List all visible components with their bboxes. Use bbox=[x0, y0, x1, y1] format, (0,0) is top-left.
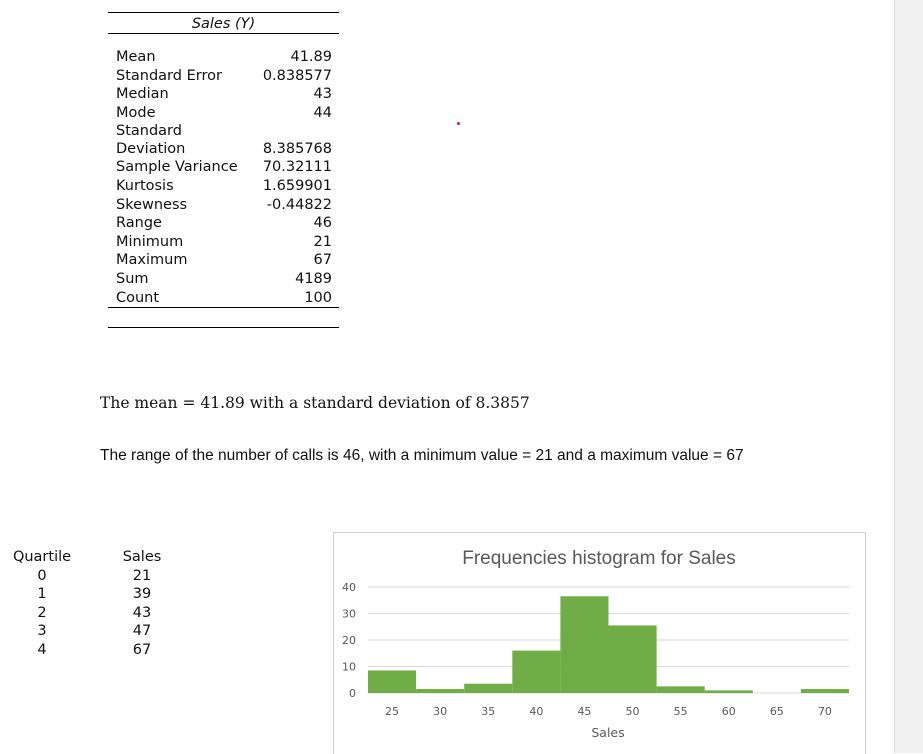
stats-label: Count bbox=[116, 289, 160, 306]
x-axis-label: Sales bbox=[591, 725, 625, 740]
stats-value: 41.89 bbox=[290, 49, 332, 65]
stats-row bbox=[108, 233, 339, 252]
stats-value: 1.659901 bbox=[262, 177, 332, 194]
quartile-sales-value: 39 bbox=[132, 586, 152, 603]
x-tick-label: 45 bbox=[577, 705, 592, 718]
stats-row bbox=[108, 251, 339, 270]
x-tick-label: 65 bbox=[769, 705, 784, 718]
vertical-scrollbar[interactable] bbox=[894, 0, 923, 753]
quartile-sales-value: 21 bbox=[132, 567, 152, 584]
stats-row bbox=[108, 177, 339, 196]
stats-label: Kurtosis bbox=[116, 177, 174, 194]
x-tick-label: 60 bbox=[721, 705, 736, 718]
stats-row bbox=[108, 122, 339, 158]
x-tick-label: 50 bbox=[625, 705, 640, 718]
histogram-bar[interactable] bbox=[560, 596, 608, 693]
histogram-bar[interactable] bbox=[368, 670, 416, 693]
quartile-header: Quartile bbox=[12, 549, 72, 565]
stats-row bbox=[108, 196, 339, 215]
y-tick-label: 0 bbox=[349, 687, 356, 700]
stats-label: Maximum bbox=[116, 252, 188, 269]
x-tick-label: 40 bbox=[529, 705, 544, 718]
histogram-bar[interactable] bbox=[464, 684, 512, 693]
histogram-bar[interactable] bbox=[705, 690, 753, 693]
x-tick-label: 55 bbox=[673, 705, 688, 718]
stats-value: 43 bbox=[313, 86, 332, 103]
stats-label: Mode bbox=[116, 104, 156, 121]
stats-row bbox=[108, 214, 339, 233]
y-tick-label: 30 bbox=[342, 607, 356, 621]
stats-row bbox=[108, 48, 339, 67]
chart-title: Frequencies histogram for Sales bbox=[462, 548, 736, 569]
stats-value: 4189 bbox=[295, 270, 332, 287]
histogram-bar[interactable] bbox=[609, 625, 657, 693]
range-sentence: The range of the number of calls is 46, with a minimum value = 21 and a maximum value = 67 bbox=[100, 447, 744, 464]
sales-header: Sales bbox=[122, 549, 162, 565]
x-tick-label: 70 bbox=[817, 705, 832, 718]
stats-label: Median bbox=[116, 86, 169, 103]
stats-label: Range bbox=[116, 215, 162, 232]
stats-label: Sum bbox=[116, 270, 149, 287]
histogram-svg bbox=[334, 533, 865, 754]
stats-header: Sales (Y) bbox=[108, 12, 339, 34]
y-tick-label: 40 bbox=[342, 581, 356, 594]
descriptive-stats-table bbox=[108, 12, 339, 328]
stats-value: 46 bbox=[313, 215, 332, 232]
stats-label: Sample Variance bbox=[116, 159, 238, 176]
stats-value: 21 bbox=[313, 233, 332, 250]
quartile-value: 4 bbox=[37, 641, 47, 658]
x-tick-label: 25 bbox=[385, 705, 400, 718]
histogram-bar[interactable] bbox=[801, 689, 849, 693]
mean-sentence: The mean = 41.89 with a standard deviation of 8.3857 bbox=[100, 394, 530, 412]
stats-value: 8.385768 bbox=[262, 141, 332, 158]
stats-row bbox=[108, 67, 339, 86]
stats-value: 67 bbox=[313, 252, 332, 269]
histogram-bar[interactable] bbox=[657, 686, 705, 693]
stats-value: 44 bbox=[313, 104, 332, 121]
quartile-sales-value: 47 bbox=[132, 623, 152, 640]
red-dot-marker bbox=[457, 122, 460, 125]
stats-row bbox=[108, 158, 339, 177]
y-tick-label: 10 bbox=[342, 660, 356, 674]
stats-value: 70.32111 bbox=[262, 159, 332, 176]
stats-row bbox=[108, 85, 339, 104]
stats-bottom-rule bbox=[108, 308, 339, 328]
stats-value: 0.838577 bbox=[262, 67, 332, 84]
stats-row bbox=[108, 104, 339, 123]
quartile-value: 3 bbox=[37, 623, 47, 640]
histogram-bar[interactable] bbox=[416, 689, 464, 693]
y-tick-label: 20 bbox=[342, 634, 356, 647]
stats-row bbox=[108, 289, 339, 309]
stats-label: Minimum bbox=[116, 233, 184, 250]
stats-value: 100 bbox=[304, 289, 332, 306]
stats-value: -0.44822 bbox=[266, 196, 332, 213]
quartile-value: 0 bbox=[37, 567, 47, 584]
x-tick-label: 30 bbox=[433, 705, 448, 718]
quartile-value: 1 bbox=[37, 586, 47, 603]
stats-label: Mean bbox=[116, 49, 156, 65]
histogram-chart[interactable] bbox=[333, 532, 866, 754]
stats-label: Standard Error bbox=[116, 67, 222, 84]
quartile-sales-value: 43 bbox=[132, 604, 152, 621]
quartile-sales-value: 67 bbox=[132, 641, 152, 658]
histogram-bar[interactable] bbox=[512, 651, 560, 693]
stats-label: Skewness bbox=[116, 196, 188, 213]
stats-row bbox=[108, 270, 339, 289]
stats-label: Standard Deviation bbox=[116, 123, 186, 158]
x-tick-label: 35 bbox=[481, 705, 496, 718]
quartile-value: 2 bbox=[37, 604, 47, 621]
